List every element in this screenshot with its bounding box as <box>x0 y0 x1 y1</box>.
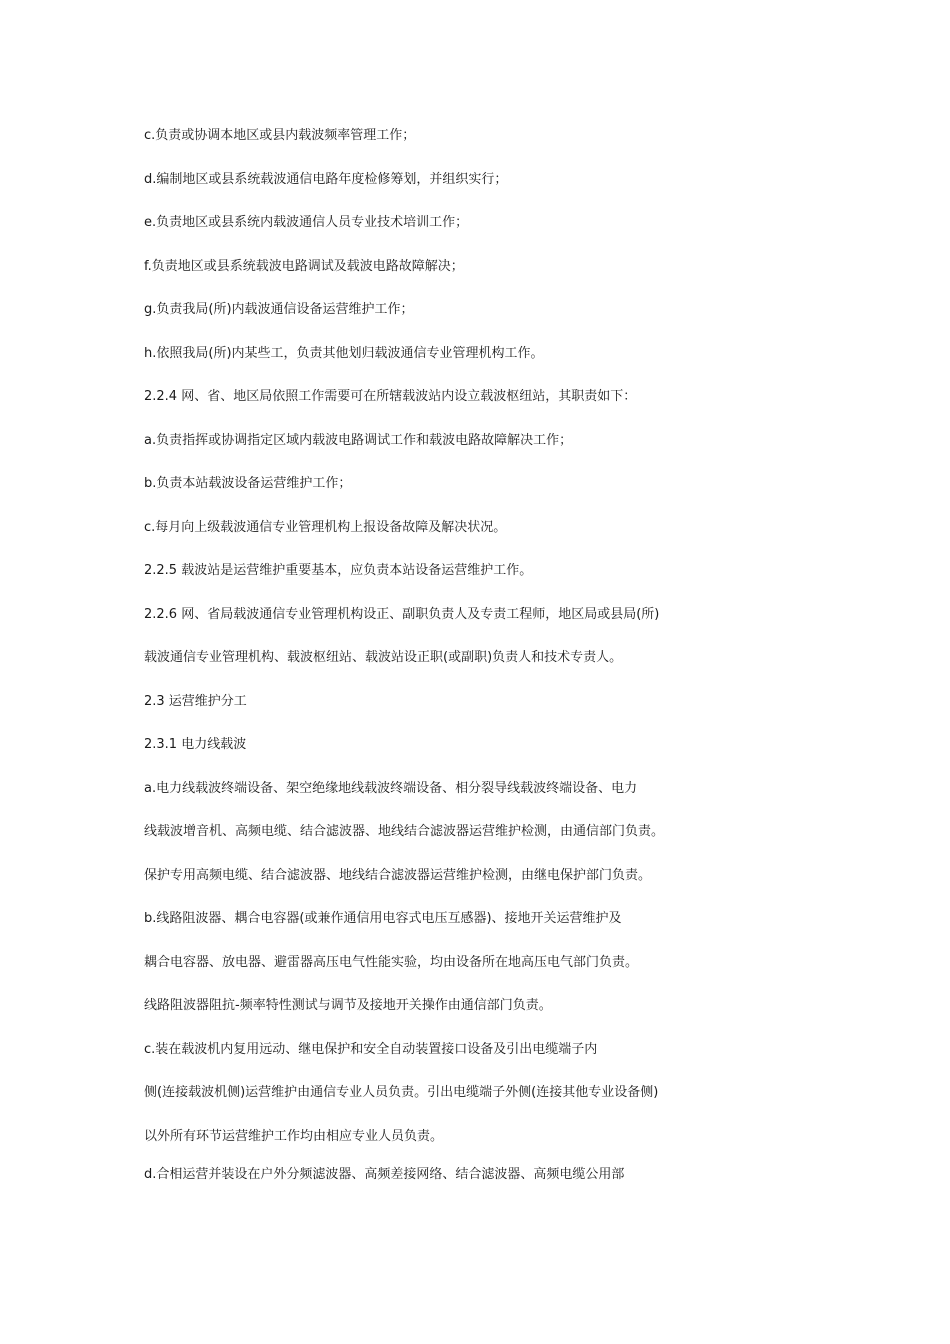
section-heading: 2.2.6 网、省局载波通信专业管理机构设正、副职负责人及专责工程师，地区局或县局(所) <box>144 607 660 622</box>
text-line: 线载波增音机、高频电缆、结合滤波器、地线结合滤波器运营维护检测，由通信部门负责。 <box>144 824 665 839</box>
text-line: f.负责地区或县系统载波电路调试及载波电路故障解决； <box>144 259 464 274</box>
text-line: c.负责或协调本地区或县内载波频率管理工作； <box>144 128 416 143</box>
text-line: b.负责本站载波设备运营维护工作； <box>144 476 352 491</box>
text-line: c.每月向上级载波通信专业管理机构上报设备故障及解决状况。 <box>144 520 507 535</box>
section-heading: 2.2.5 载波站是运营维护重要基本，应负责本站设备运营维护工作。 <box>144 563 533 578</box>
text-line: c.装在载波机内复用远动、继电保护和安全自动装置接口设备及引出电缆端子内 <box>144 1042 598 1057</box>
text-line: 侧(连接载波机侧)运营维护由通信专业人员负责。引出电缆端子外侧(连接其他专业设备侧) <box>144 1085 659 1100</box>
section-heading: 2.3.1 电力线载波 <box>144 737 247 752</box>
text-line: h.依照我局(所)内某些工，负责其他划归载波通信专业管理机构工作。 <box>144 346 544 361</box>
text-line: 耦合电容器、放电器、避雷器高压电气性能实验，均由设备所在地高压电气部门负责。 <box>144 955 639 970</box>
text-line: 以外所有环节运营维护工作均由相应专业人员负责。 <box>144 1129 444 1144</box>
text-line: 线路阻波器阻抗-频率特性测试与调节及接地开关操作由通信部门负责。 <box>144 998 552 1013</box>
text-line: d.编制地区或县系统载波通信电路年度检修筹划，并组织实行； <box>144 172 508 187</box>
text-line: g.负责我局(所)内载波通信设备运营维护工作； <box>144 302 414 317</box>
text-line: d.合相运营并装设在户外分频滤波器、高频差接网络、结合滤波器、高频电缆公用部 <box>144 1167 625 1182</box>
text-line: b.线路阻波器、耦合电容器(或兼作通信用电容式电压互感器)、接地开关运营维护及 <box>144 911 622 926</box>
text-line: a.负责指挥或协调指定区域内载波电路调试工作和载波电路故障解决工作； <box>144 433 573 448</box>
section-heading: 2.3 运营维护分工 <box>144 694 247 709</box>
text-line: 保护专用高频电缆、结合滤波器、地线结合滤波器运营维护检测，由继电保护部门负责。 <box>144 868 652 883</box>
text-line: e.负责地区或县系统内载波通信人员专业技术培训工作； <box>144 215 469 230</box>
section-heading: 2.2.4 网、省、地区局依照工作需要可在所辖载波站内设立载波枢纽站，其职责如下： <box>144 389 637 404</box>
text-line: a.电力线载波终端设备、架空绝缘地线载波终端设备、相分裂导线载波终端设备、电力 <box>144 781 638 796</box>
text-line: 载波通信专业管理机构、载波枢纽站、载波站设正职(或副职)负责人和技术专责人。 <box>144 650 623 665</box>
